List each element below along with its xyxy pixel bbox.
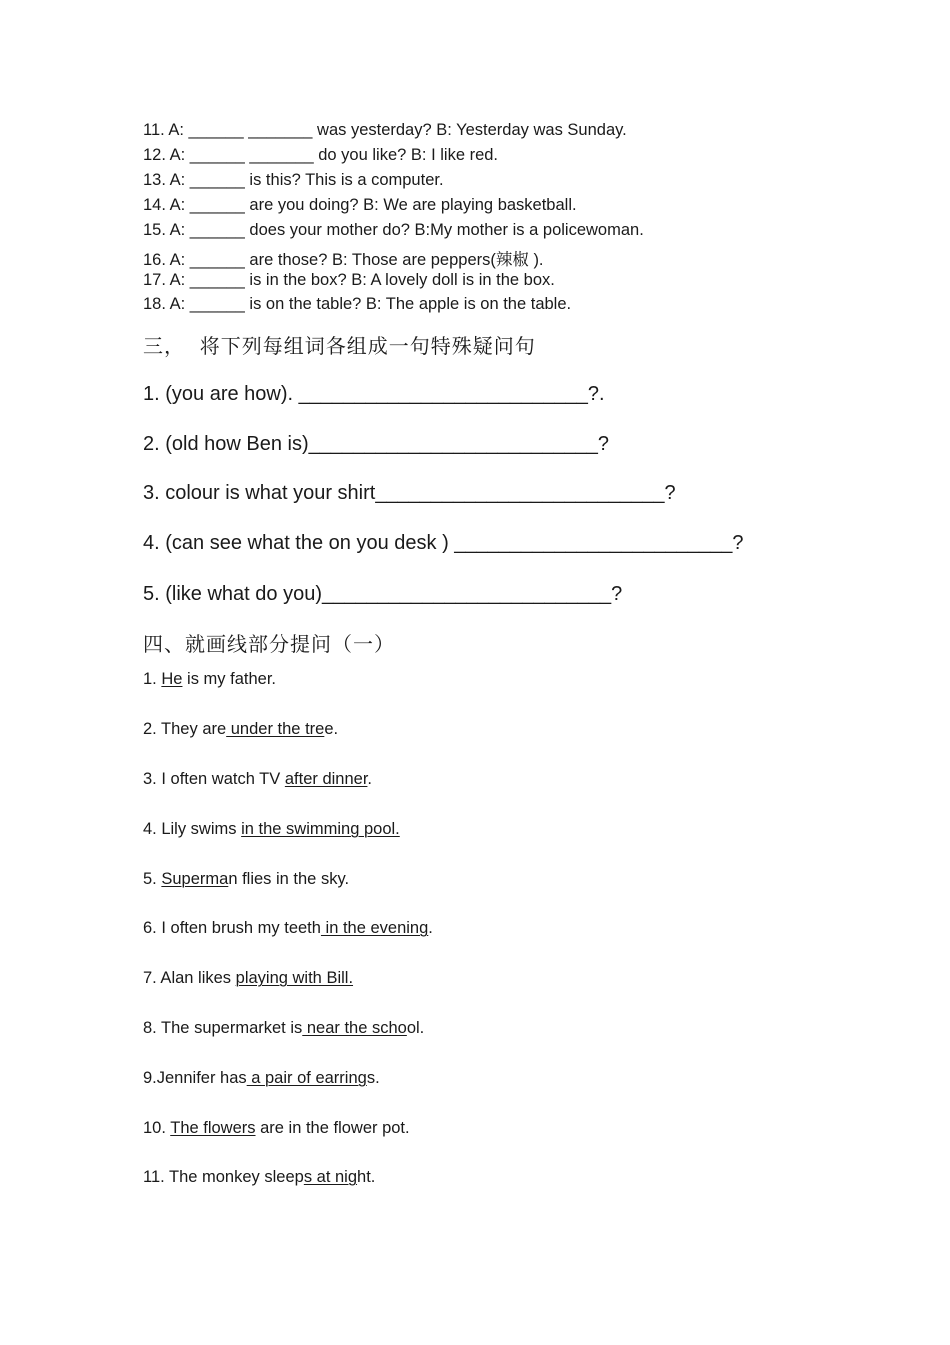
underlined-part: The flowers bbox=[170, 1119, 256, 1137]
question-item: 18. A: ______ is on the table? B: The apple is on the table. bbox=[143, 295, 572, 313]
question-item: 3. I often watch TV after dinner. bbox=[143, 770, 373, 788]
question-item: 2. They are under the tree. bbox=[143, 720, 339, 738]
question-item: 5. Superman flies in the sky. bbox=[143, 870, 350, 888]
question-item: 10. The flowers are in the flower pot. bbox=[143, 1119, 410, 1137]
question-item: 3. colour is what your shirt__________________________? bbox=[143, 482, 676, 504]
underlined-part: a pair of earring bbox=[246, 1069, 367, 1087]
section-heading: 三， 将下列每组词各组成一句特殊疑问句 bbox=[143, 334, 536, 358]
question-item: 15. A: ______ does your mother do? B:My mother is a policewoman. bbox=[143, 221, 644, 239]
underlined-part: s at nig bbox=[303, 1168, 358, 1186]
underlined-part: playing with Bill. bbox=[235, 969, 354, 987]
underlined-part: Superma bbox=[161, 870, 229, 888]
question-item: 12. A: ______ _______ do you like? B: I like red. bbox=[143, 146, 499, 164]
question-item: 11. The monkey sleeps at night. bbox=[143, 1168, 376, 1186]
question-item: 2. (old how Ben is)__________________________? bbox=[143, 433, 609, 455]
underlined-part: in the swimming pool. bbox=[241, 820, 400, 838]
question-item: 5. (like what do you)__________________________? bbox=[143, 583, 623, 605]
question-item: 1. He is my father. bbox=[143, 670, 276, 688]
question-item: 13. A: ______ is this? This is a computer. bbox=[143, 171, 444, 189]
underlined-part: after dinner bbox=[284, 770, 368, 788]
question-item: 16. A: ______ are those? B: Those are peppers(辣椒 ). bbox=[143, 251, 544, 269]
question-item: 1. (you are how). __________________________?. bbox=[143, 383, 605, 405]
underlined-part: under the tre bbox=[226, 720, 325, 738]
underlined-part: near the scho bbox=[302, 1019, 407, 1037]
question-item: 14. A: ______ are you doing? B: We are playing basketball. bbox=[143, 196, 577, 214]
question-item: 4. Lily swims in the swimming pool. bbox=[143, 820, 400, 838]
question-item: 8. The supermarket is near the school. bbox=[143, 1019, 425, 1037]
question-item: 7. Alan likes playing with Bill. bbox=[143, 969, 354, 987]
question-item: 9.Jennifer has a pair of earrings. bbox=[143, 1069, 380, 1087]
question-item: 6. I often brush my teeth in the evening. bbox=[143, 919, 433, 937]
section-heading: 四、就画线部分提问（一） bbox=[143, 632, 395, 656]
question-item: 17. A: ______ is in the box? B: A lovely doll is in the box. bbox=[143, 271, 555, 289]
underlined-part: He bbox=[161, 670, 183, 688]
question-item: 11. A: ______ _______ was yesterday? B: Yesterday was Sunday. bbox=[143, 121, 627, 139]
underlined-part: in the evening bbox=[320, 919, 429, 937]
question-item: 4. (can see what the on you desk ) _________________________? bbox=[143, 532, 744, 554]
